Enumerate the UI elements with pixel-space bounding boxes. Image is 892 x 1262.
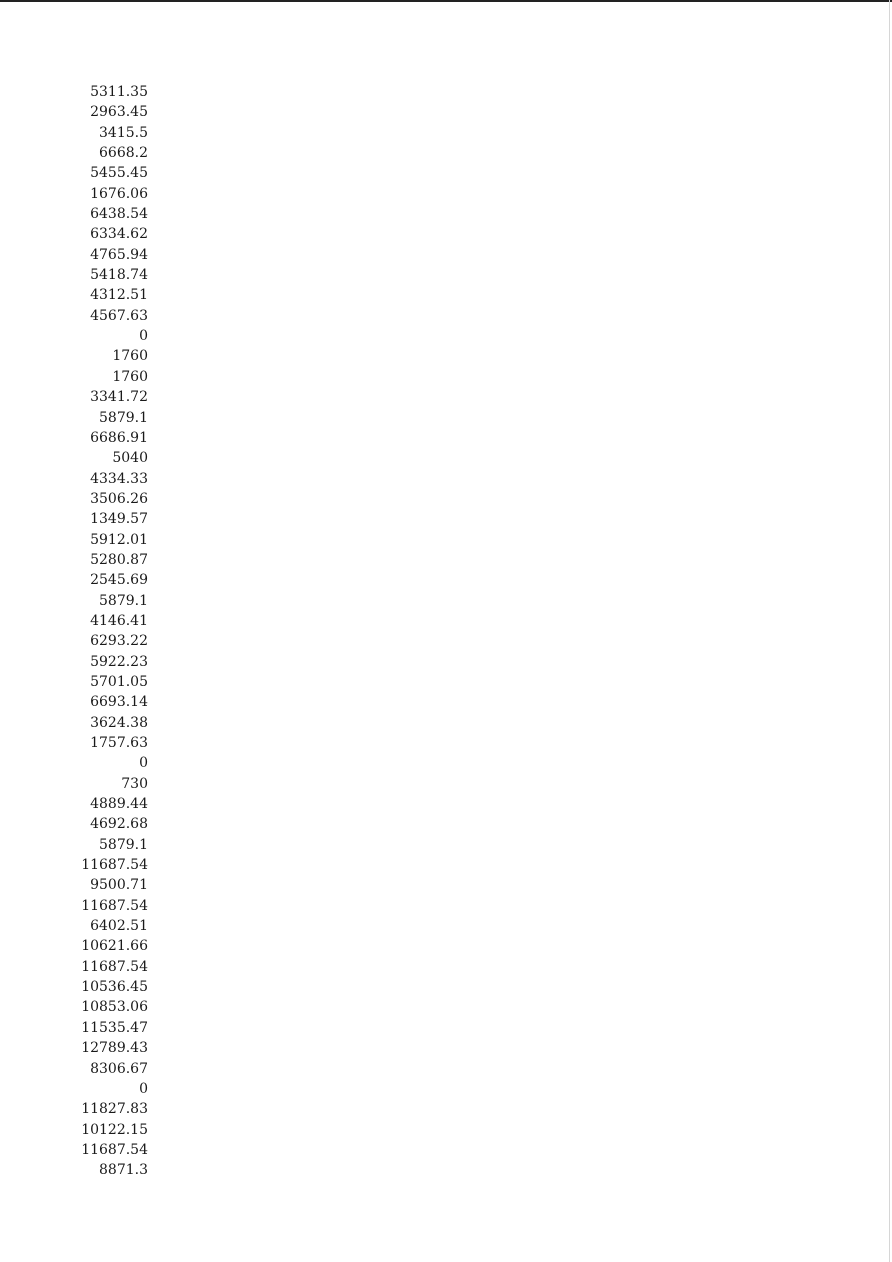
value-cell: 11687.54 — [81, 897, 148, 914]
value-cell: 4334.33 — [90, 470, 148, 487]
value-cell: 4146.41 — [90, 612, 148, 629]
value-cell: 12789.43 — [81, 1040, 148, 1057]
value-cell: 2545.69 — [90, 572, 148, 589]
value-cell: 1760 — [112, 368, 148, 385]
value-cell: 4692.68 — [90, 816, 148, 833]
value-cell: 3624.38 — [90, 714, 148, 731]
value-cell: 5280.87 — [90, 551, 148, 568]
value-cell: 4765.94 — [90, 246, 148, 263]
value-cell: 9500.71 — [90, 877, 148, 894]
value-cell: 6438.54 — [90, 206, 148, 223]
value-cell: 11687.54 — [81, 1141, 148, 1158]
value-cell: 5879.1 — [99, 836, 148, 853]
value-cell: 730 — [121, 775, 148, 792]
value-cell: 6693.14 — [90, 694, 148, 711]
value-cell: 11827.83 — [81, 1101, 148, 1118]
value-cell: 5040 — [112, 450, 148, 467]
value-cell: 3341.72 — [90, 389, 148, 406]
value-cell: 10853.06 — [81, 999, 148, 1016]
value-cell: 8306.67 — [90, 1060, 148, 1077]
value-cell: 0 — [139, 1080, 148, 1097]
value-cell: 3506.26 — [90, 490, 148, 507]
value-cell: 10621.66 — [81, 938, 148, 955]
value-cell: 6686.91 — [90, 429, 148, 446]
value-cell: 11687.54 — [81, 958, 148, 975]
value-cell: 6668.2 — [99, 145, 148, 162]
value-cell: 5418.74 — [90, 267, 148, 284]
value-cell: 4889.44 — [90, 796, 148, 813]
value-cell: 5311.35 — [90, 84, 148, 100]
value-cell: 0 — [139, 755, 148, 772]
value-cell: 2963.45 — [90, 104, 148, 121]
value-cell: 4312.51 — [90, 287, 148, 304]
value-cell: 10536.45 — [81, 979, 148, 996]
value-cell: 5701.05 — [90, 673, 148, 690]
value-cell: 3415.5 — [99, 124, 148, 141]
value-cell: 1757.63 — [90, 735, 148, 751]
value-cell: 6334.62 — [90, 226, 148, 243]
value-cell: 5922.23 — [90, 653, 148, 670]
page-right-border — [889, 0, 890, 1262]
value-cell: 5455.45 — [90, 165, 148, 182]
value-cell: 1349.57 — [90, 511, 148, 528]
value-cell: 0 — [139, 328, 148, 345]
value-cell: 6402.51 — [90, 918, 148, 935]
value-cell: 5879.1 — [99, 592, 148, 609]
value-cell: 5912.01 — [90, 531, 148, 548]
value-cell: 6293.22 — [90, 633, 148, 650]
value-cell: 10122.15 — [81, 1121, 148, 1138]
value-cell: 8871.3 — [99, 1162, 148, 1179]
value-cell: 11687.54 — [81, 857, 148, 874]
value-column — [60, 82, 148, 1181]
value-cell: 5879.1 — [99, 409, 148, 426]
page-top-border — [0, 0, 892, 2]
value-cell: 11535.47 — [81, 1019, 148, 1036]
value-cell: 1760 — [112, 348, 148, 365]
value-cell: 1676.06 — [90, 185, 148, 202]
value-cell: 4567.63 — [90, 307, 148, 324]
